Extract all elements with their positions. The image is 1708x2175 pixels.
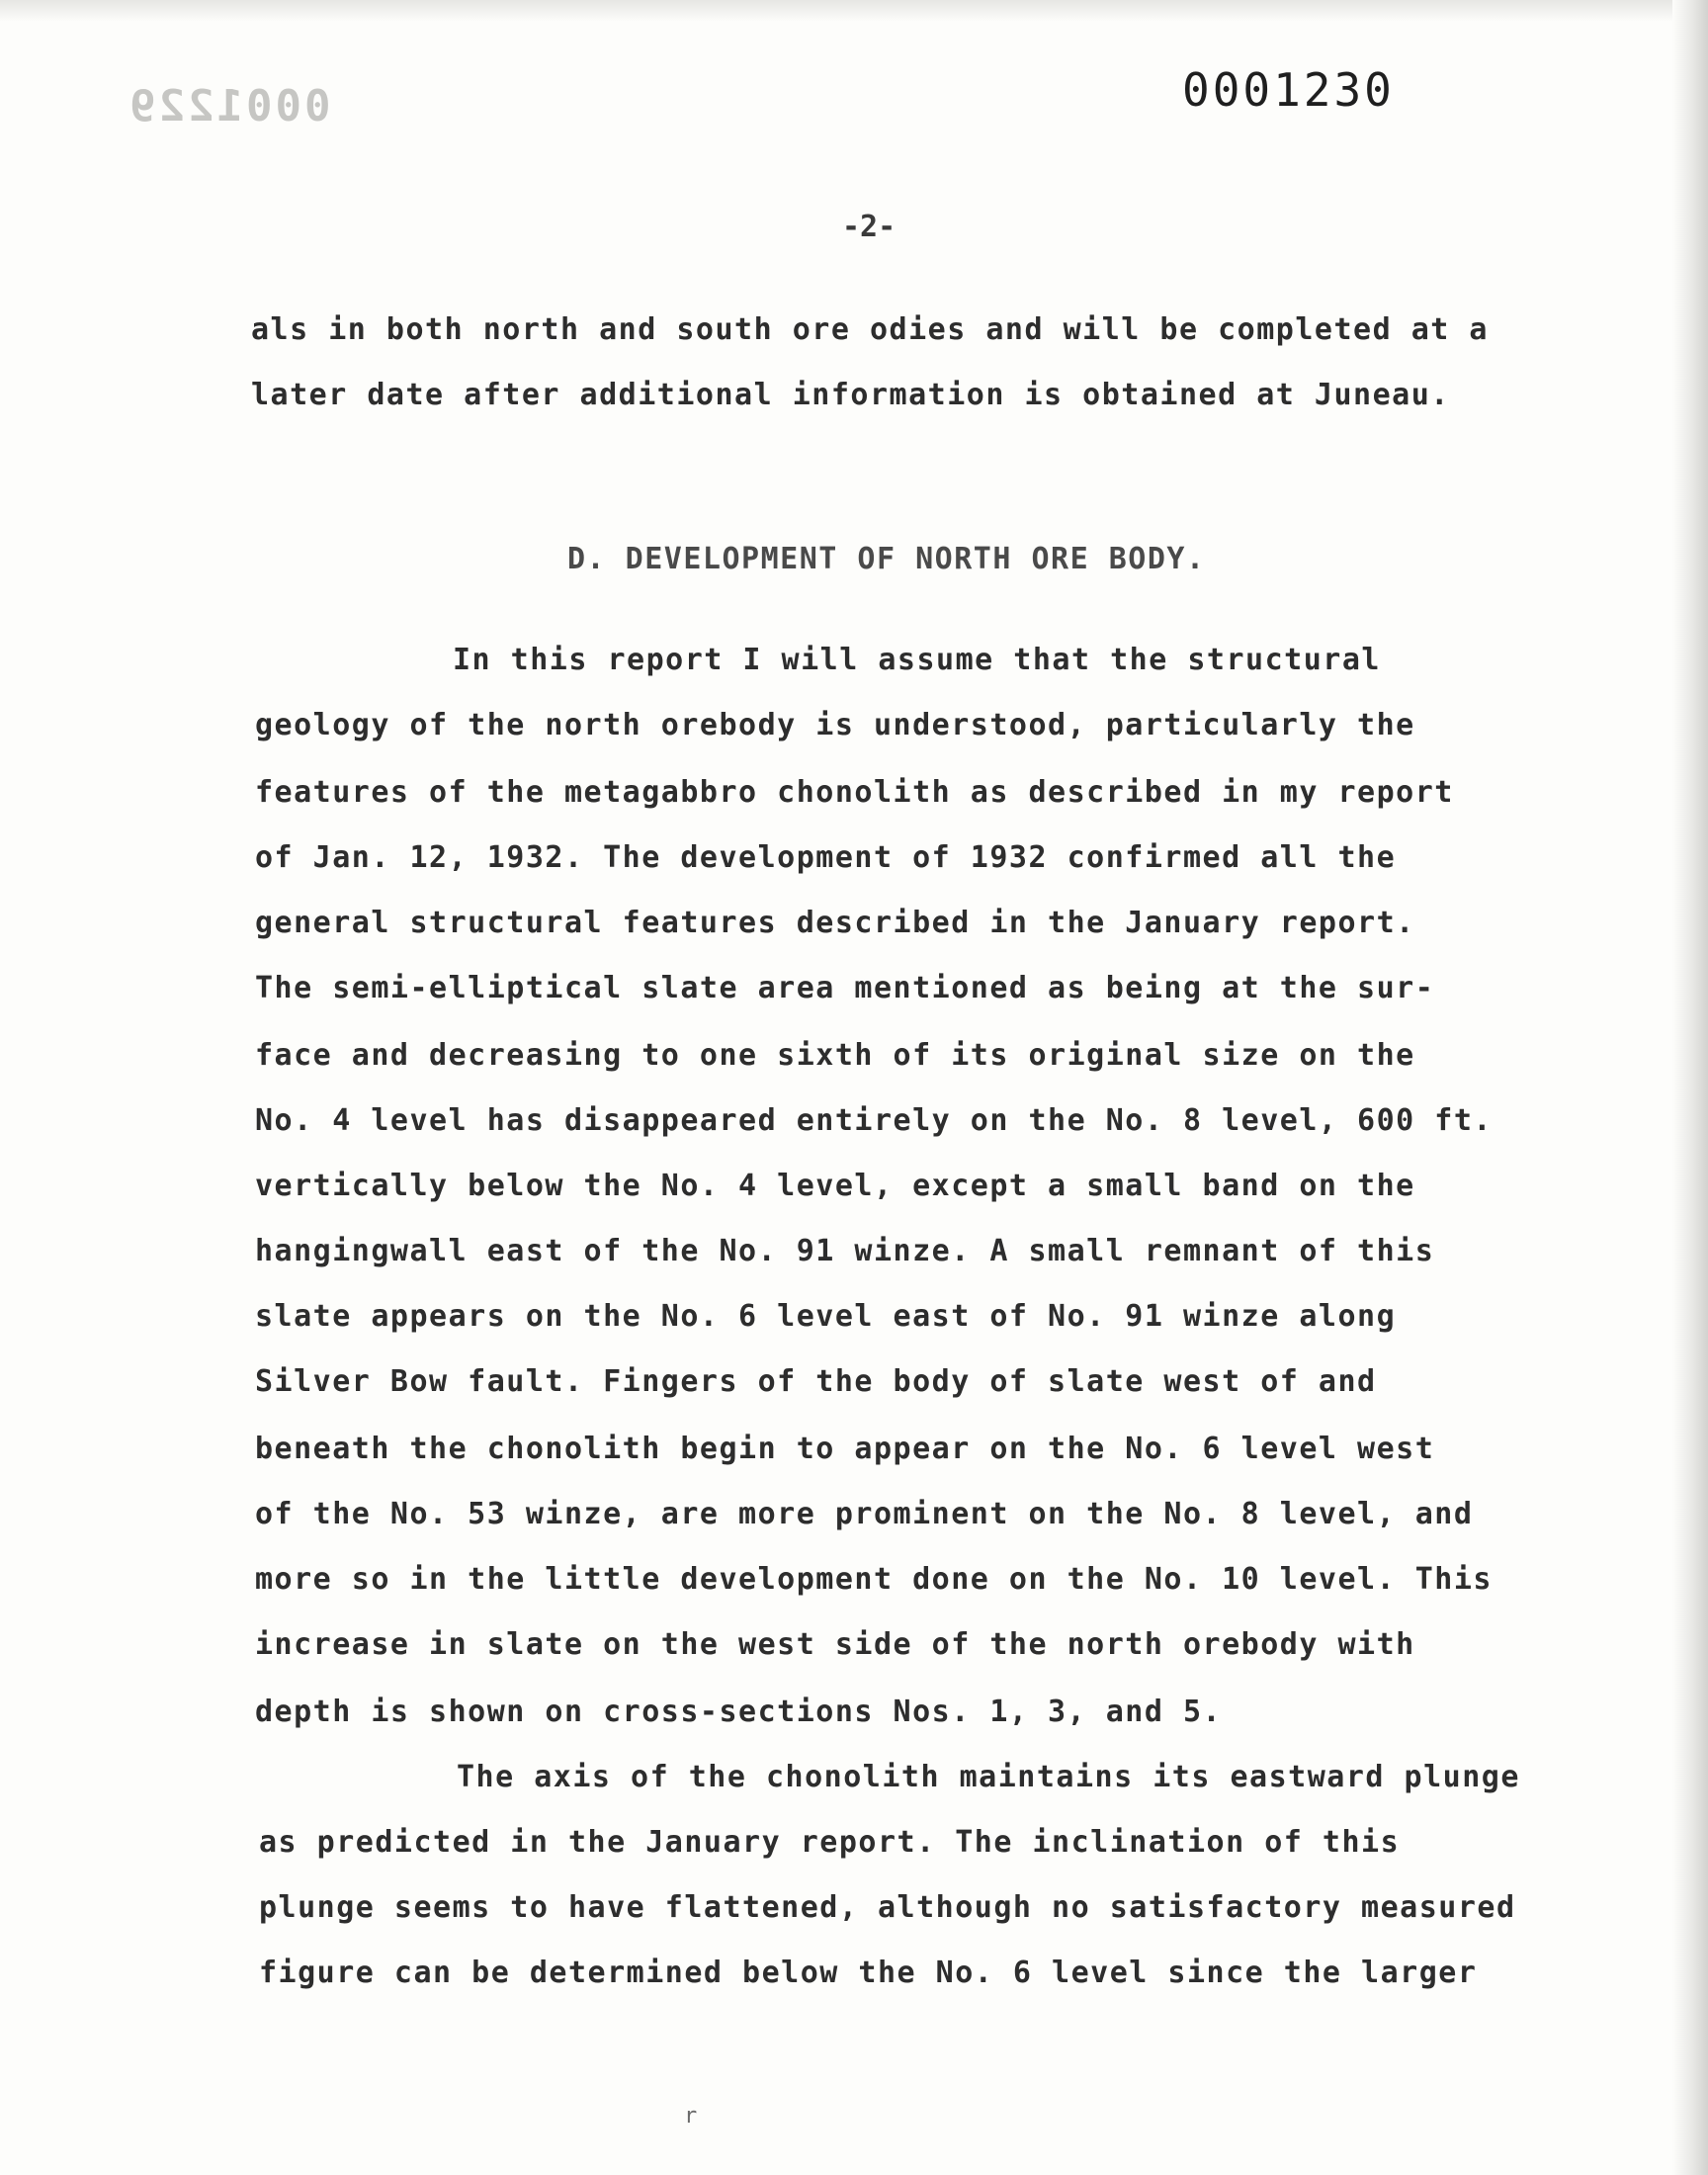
paragraph-line: vertically below the No. 4 level, except a small band on the: [255, 1169, 1415, 1203]
scan-edge-right: [1672, 0, 1708, 2175]
mirrored-stamp-number: 0001229: [127, 81, 331, 131]
scan-edge-top: [0, 0, 1708, 22]
paragraph-line: of the No. 53 winze, are more prominent on the No. 8 level, and: [255, 1497, 1474, 1531]
paragraph-line: features of the metagabbro chonolith as described in my report: [255, 775, 1454, 810]
paragraph-line: The axis of the chonolith maintains its eastward plunge: [457, 1760, 1520, 1794]
paragraph-line: as predicted in the January report. The inclination of this: [259, 1825, 1401, 1860]
paragraph-line: of Jan. 12, 1932. The development of 1932 confirmed all the: [255, 840, 1397, 875]
paragraph-line: Silver Bow fault. Fingers of the body of slate west of and: [255, 1364, 1377, 1399]
paragraph-line: No. 4 level has disappeared entirely on the No. 8 level, 600 ft.: [255, 1103, 1493, 1138]
paragraph-line: plunge seems to have flattened, although no satisfactory measured: [259, 1890, 1516, 1925]
intro-line: als in both north and south ore odies and will be completed at a: [251, 312, 1489, 347]
paragraph-line: In this report I will assume that the structural: [453, 643, 1381, 677]
paragraph-line: geology of the north orebody is understood, particularly the: [255, 708, 1415, 742]
intro-line: later date after additional information is obtained at Juneau.: [251, 378, 1450, 412]
paragraph-line: increase in slate on the west side of the north orebody with: [255, 1627, 1415, 1662]
page-number: -2-: [842, 210, 897, 244]
paragraph-line: more so in the little development done on the No. 10 level. This: [255, 1562, 1493, 1597]
paragraph-line: figure can be determined below the No. 6 level since the larger: [259, 1956, 1478, 1990]
paragraph-line: beneath the chonolith begin to appear on the No. 6 level west: [255, 1432, 1435, 1466]
paragraph-line: general structural features described in the January report.: [255, 906, 1415, 940]
section-heading: D. DEVELOPMENT OF NORTH ORE BODY.: [567, 542, 1206, 576]
paragraph-line: hangingwall east of the No. 91 winze. A small remnant of this: [255, 1234, 1435, 1268]
paragraph-line: face and decreasing to one sixth of its original size on the: [255, 1038, 1415, 1073]
paragraph-line: depth is shown on cross-sections Nos. 1, 3, and 5.: [255, 1695, 1223, 1729]
paragraph-line: slate appears on the No. 6 level east of No. 91 winze along: [255, 1299, 1397, 1334]
document-number: 0001230: [1182, 63, 1395, 117]
footer-mark: r: [684, 2104, 698, 2129]
paragraph-line: The semi-elliptical slate area mentioned as being at the sur-: [255, 971, 1435, 1005]
